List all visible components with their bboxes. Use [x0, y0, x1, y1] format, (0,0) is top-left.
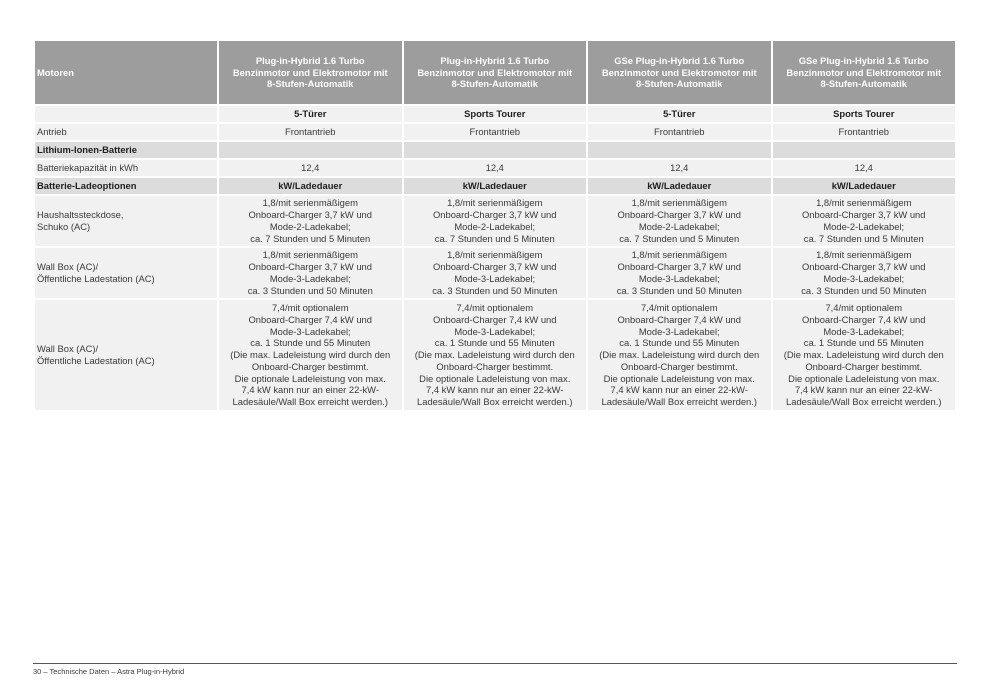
- table-cell: kW/Ladedauer: [773, 178, 956, 194]
- section-label: Lithium-Ionen-Batterie: [35, 142, 217, 158]
- row-label: Antrieb: [35, 124, 217, 140]
- row-label: Batteriekapazität in kWh: [35, 160, 217, 176]
- section-label: Batterie-Ladeoptionen: [35, 178, 217, 194]
- table-header-row: [35, 41, 955, 104]
- table-cell: 1,8/mit serienmäßigem Onboard-Charger 3,7 kW und Mode-2-Ladekabel; ca. 7 Stunden und 5 Minuten: [219, 196, 402, 246]
- table-cell: 1,8/mit serienmäßigem Onboard-Charger 3,7 kW und Mode-3-Ladekabel; ca. 3 Stunden und 50 Minuten: [219, 248, 402, 298]
- row-label: Haushaltssteckdose, Schuko (AC): [35, 196, 217, 246]
- page-footer: 30 – Technische Daten – Astra Plug-in-Hybrid: [33, 667, 185, 676]
- table-cell: kW/Ladedauer: [588, 178, 771, 194]
- body-type-label: [35, 106, 217, 122]
- header-col: GSe Plug-in-Hybrid 1.6 Turbo Benzinmotor und Elektromotor mit 8-Stufen-Automatik: [588, 41, 771, 104]
- wallbox-row-2: [35, 300, 955, 410]
- table-cell: [588, 142, 771, 158]
- table-cell: 1,8/mit serienmäßigem Onboard-Charger 3,7 kW und Mode-2-Ladekabel; ca. 7 Stunden und 5 Minuten: [588, 196, 771, 246]
- table-cell: 1,8/mit serienmäßigem Onboard-Charger 3,7 kW und Mode-2-Ladekabel; ca. 7 Stunden und 5 Minuten: [773, 196, 956, 246]
- header-col: Plug-in-Hybrid 1.6 Turbo Benzinmotor und Elektromotor mit 8-Stufen-Automatik: [404, 41, 587, 104]
- table-cell: 1,8/mit serienmäßigem Onboard-Charger 3,7 kW und Mode-2-Ladekabel; ca. 7 Stunden und 5 Minuten: [404, 196, 587, 246]
- table-cell: kW/Ladedauer: [404, 178, 587, 194]
- row-label: Wall Box (AC)/ Öffentliche Ladestation (AC): [35, 300, 217, 410]
- body-type-cell: 5-Türer: [588, 106, 771, 122]
- header-col: GSe Plug-in-Hybrid 1.6 Turbo Benzinmotor und Elektromotor mit 8-Stufen-Automatik: [773, 41, 956, 104]
- section-row-battery: [35, 142, 955, 158]
- antrieb-row: [35, 124, 955, 140]
- header-col: Plug-in-Hybrid 1.6 Turbo Benzinmotor und Elektromotor mit 8-Stufen-Automatik: [219, 41, 402, 104]
- body-type-cell: 5-Türer: [219, 106, 402, 122]
- table-cell: 12,4: [404, 160, 587, 176]
- table-cell: Frontantrieb: [773, 124, 956, 140]
- table-cell: Frontantrieb: [404, 124, 587, 140]
- wallbox-row-1: [35, 248, 955, 298]
- table-cell: 1,8/mit serienmäßigem Onboard-Charger 3,7 kW und Mode-3-Ladekabel; ca. 3 Stunden und 50 Minuten: [588, 248, 771, 298]
- table-cell: [773, 142, 956, 158]
- table-cell: 7,4/mit optionalem Onboard-Charger 7,4 kW und Mode-3-Ladekabel; ca. 1 Stunde und 55 Minuten (Die max. Ladeleistung wird durch den Onboard-Charger bestimmt. Die optionale Ladeleistung von max. 7,4 kW kann nur an einer 22-kW- Ladesäule/Wall Box erreicht werden.): [773, 300, 956, 410]
- table-cell: 12,4: [588, 160, 771, 176]
- table-cell: 12,4: [219, 160, 402, 176]
- header-label: Motoren: [35, 41, 217, 104]
- table-cell: 1,8/mit serienmäßigem Onboard-Charger 3,7 kW und Mode-3-Ladekabel; ca. 3 Stunden und 50 Minuten: [404, 248, 587, 298]
- body-type-cell: Sports Tourer: [773, 106, 956, 122]
- table-cell: 7,4/mit optionalem Onboard-Charger 7,4 kW und Mode-3-Ladekabel; ca. 1 Stunde und 55 Minuten (Die max. Ladeleistung wird durch den Onboard-Charger bestimmt. Die optionale Ladeleistung von max. 7,4 kW kann nur an einer 22-kW- Ladesäule/Wall Box erreicht werden.): [219, 300, 402, 410]
- body-type-row: [35, 106, 955, 122]
- capacity-row: [35, 160, 955, 176]
- table-cell: kW/Ladedauer: [219, 178, 402, 194]
- table-cell: [219, 142, 402, 158]
- table-cell: 1,8/mit serienmäßigem Onboard-Charger 3,7 kW und Mode-3-Ladekabel; ca. 3 Stunden und 50 Minuten: [773, 248, 956, 298]
- spec-table: [33, 39, 957, 412]
- table-cell: 7,4/mit optionalem Onboard-Charger 7,4 kW und Mode-3-Ladekabel; ca. 1 Stunde und 55 Minuten (Die max. Ladeleistung wird durch den Onboard-Charger bestimmt. Die optionale Ladeleistung von max. 7,4 kW kann nur an einer 22-kW- Ladesäule/Wall Box erreicht werden.): [588, 300, 771, 410]
- body-type-cell: Sports Tourer: [404, 106, 587, 122]
- table-cell: 7,4/mit optionalem Onboard-Charger 7,4 kW und Mode-3-Ladekabel; ca. 1 Stunde und 55 Minuten (Die max. Ladeleistung wird durch den Onboard-Charger bestimmt. Die optionale Ladeleistung von max. 7,4 kW kann nur an einer 22-kW- Ladesäule/Wall Box erreicht werden.): [404, 300, 587, 410]
- footer-divider: [33, 663, 957, 664]
- table-cell: Frontantrieb: [219, 124, 402, 140]
- table-cell: Frontantrieb: [588, 124, 771, 140]
- haushalt-row: [35, 196, 955, 246]
- table-cell: [404, 142, 587, 158]
- section-row-charging: [35, 178, 955, 194]
- row-label: Wall Box (AC)/ Öffentliche Ladestation (AC): [35, 248, 217, 298]
- table-cell: 12,4: [773, 160, 956, 176]
